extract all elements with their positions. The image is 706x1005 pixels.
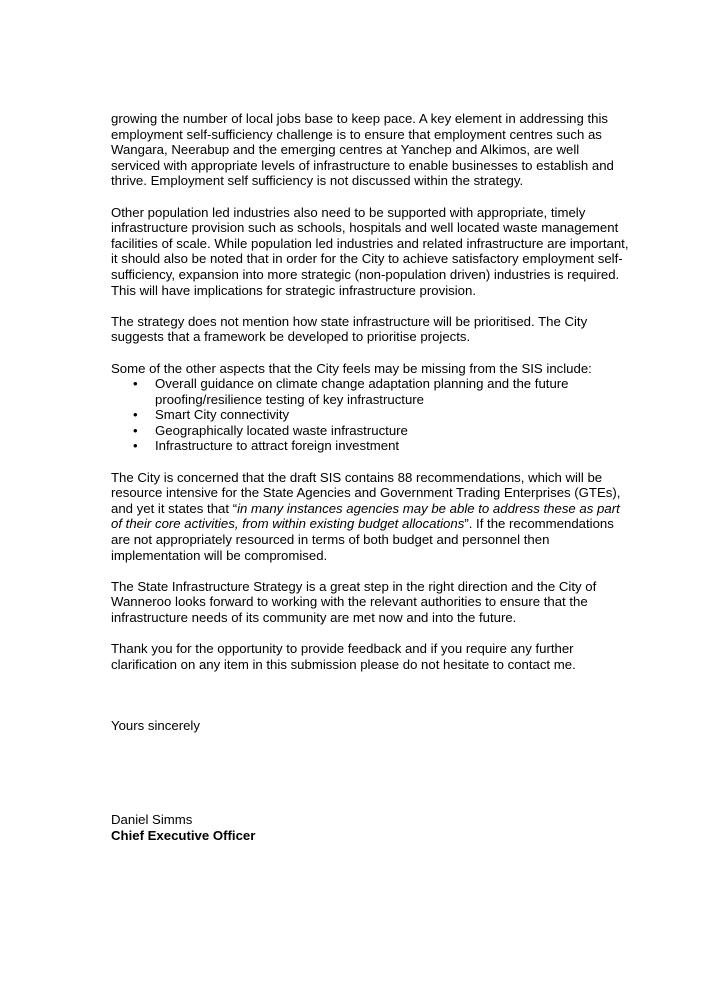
paragraph-thank-you: Thank you for the opportunity to provide feedback and if you require any further clarification on any item in this submission please do not hesitate to contact me.: [111, 641, 576, 672]
list-item: [133, 376, 631, 407]
paragraph-prioritisation: The strategy does not mention how state infrastructure will be prioritised. The City suggests that a framework be developed to prioritise projects.: [111, 313, 588, 345]
bullet-icon: •: [133, 376, 138, 392]
bullet-icon: •: [133, 438, 138, 454]
list-item-text: Smart City connectivity: [155, 407, 290, 423]
concern-text-before: The City is concerned that the draft SIS contains 88 recommendations, which will be resource intensive for the State Agencies and Government Trading Enterprises (GTEs), and yet it states that “: [111, 469, 621, 516]
signatory-title: Chief Executive Officer: [111, 827, 256, 843]
paragraph-recommendations-concern: [111, 470, 631, 564]
list-item: [133, 422, 631, 439]
signatory-name: Daniel Simms: [111, 811, 193, 827]
paragraph-employment: growing the number of local jobs base to keep pace. A key element in addressing this employment self-sufficiency challenge is to ensure that employment centres such as Wangara, Neerabup and the emerging centres at Yanchep and Alkimos, are well serviced with appropriate levels of infrastructure to enable businesses to establish and thrive. Employment self sufficiency is not discussed within the strategy.: [111, 111, 614, 189]
list-item: [133, 438, 631, 454]
concern-text-after: ”. If the recommendations are not appropriately resourced in terms of both budget and personnel then implementation will be compromised.: [111, 516, 614, 563]
missing-aspects-list: [111, 376, 631, 454]
paragraph-great-step: The State Infrastructure Strategy is a great step in the right direction and the City of Wanneroo looks forward to working with the relevant authorities to ensure that the infrastructure needs of its community are met now and into the future.: [111, 578, 597, 625]
paragraph-population-industries: Other population led industries also need to be supported with appropriate, timely infrastructure provision such as schools, hospitals and well located waste management facilities of scale. While population led industries and related infrastructure are important, it should also be noted that in order for the City to achieve satisfactory employment self-sufficiency, expansion into more strategic (non-population driven) industries is required. This will have implications for strategic infrastructure provision.: [111, 204, 629, 298]
list-item-text: Geographically located waste infrastructure: [155, 422, 408, 438]
closing-salutation: Yours sincerely: [111, 718, 200, 734]
letter-body: [111, 111, 631, 843]
list-item: [133, 407, 631, 423]
bullet-icon: •: [133, 407, 138, 423]
paragraph-missing-aspects-intro: Some of the other aspects that the City feels may be missing from the SIS include:: [111, 360, 592, 376]
bullet-icon: •: [133, 422, 138, 438]
list-item-text: Infrastructure to attract foreign investment: [155, 438, 400, 454]
concern-quote: in many instances agencies may be able to address these as part of their core activities, from within existing budget allocations: [111, 500, 620, 532]
list-item-text: Overall guidance on climate change adaptation planning and the future proofing/resilience testing of key infrastructure: [155, 376, 569, 407]
signature-block: [111, 812, 631, 843]
